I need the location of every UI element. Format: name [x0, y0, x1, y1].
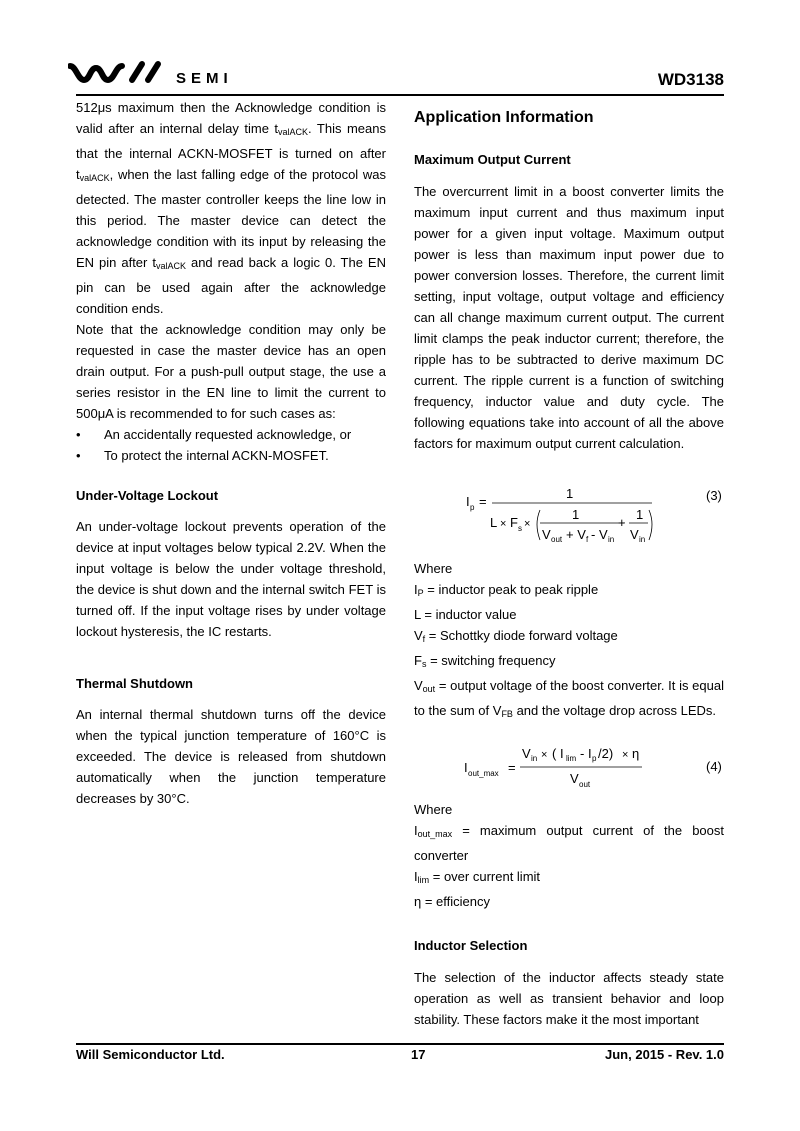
svg-text:=: =: [508, 760, 516, 775]
svg-text:s: s: [518, 524, 522, 533]
svg-text:out: out: [551, 535, 563, 544]
svg-text:V: V: [570, 771, 579, 786]
svg-text:( I: ( I: [552, 746, 564, 761]
subscript: lim: [417, 875, 430, 885]
svg-text:in: in: [608, 535, 615, 544]
uvlo-text: An under-voltage lockout prevents operation of the device at input voltages below typical 2.2V. When the input voltage is below the under voltage threshold, the device is shut down and the internal switch FET is turned off. If the input voltage rises by under voltage lockout hysteresis, the IC restarts.: [76, 519, 386, 639]
document-id: WD3138: [657, 70, 724, 89]
equation-3-number: (3): [706, 488, 722, 503]
svg-text:+: +: [618, 515, 626, 530]
list-item: • To protect the internal ACKN-MOSFET.: [76, 445, 386, 466]
subscript: valACK: [155, 261, 186, 271]
logo-text: SEMI: [176, 70, 233, 87]
subscript: P: [417, 588, 424, 598]
svg-text:lim: lim: [566, 754, 577, 763]
definition-item: $I_{out\_max}$ = maximum output current of the boost converter: [414, 823, 724, 863]
subscript: out: [422, 684, 436, 694]
footer-company: Will Semiconductor Ltd.: [76, 1047, 225, 1062]
svg-text:+ V: + V: [566, 527, 586, 542]
definitions-2: [414, 799, 724, 912]
header-rule: [76, 94, 724, 96]
subscript: out_max: [417, 829, 453, 839]
thermal-section: [76, 673, 386, 809]
svg-text:×: ×: [541, 749, 548, 761]
definition-item: L = inductor value: [414, 607, 517, 622]
svg-text:f: f: [586, 535, 589, 544]
equation-4: [462, 740, 662, 794]
equation-4-graphic: [462, 740, 662, 794]
page-number: 17: [411, 1047, 426, 1062]
svg-text:V: V: [630, 527, 639, 542]
bullet-icon: •: [76, 427, 81, 442]
list-item: • An accidentally requested acknowledge, or: [76, 424, 386, 445]
svg-text:×: ×: [500, 518, 507, 530]
svg-text:1: 1: [636, 507, 644, 522]
bullet-icon: •: [76, 448, 81, 463]
max-current-section: [414, 149, 724, 454]
definition-item: η = efficiency: [414, 894, 491, 909]
svg-text:I: I: [466, 494, 470, 509]
svg-text:L: L: [490, 515, 498, 530]
svg-text:η: η: [632, 746, 640, 761]
svg-text:in: in: [639, 535, 646, 544]
svg-text:out_max: out_max: [468, 769, 499, 778]
inductor-section: [414, 935, 724, 1030]
svg-text:- I: - I: [580, 746, 592, 761]
svg-text:1: 1: [566, 486, 574, 501]
svg-text:1: 1: [572, 507, 580, 522]
section-heading: Under-Voltage Lockout: [76, 488, 219, 503]
subscript: valACK: [278, 127, 309, 137]
definition-item: $I_P$ = inductor peak to peak ripple: [414, 582, 599, 598]
thermal-text: An internal thermal shutdown turns off the device when the typical junction temperature of 160°C is exceeded. The device is released from shutdown automatically when the junction temperature decreases by 30°C.: [76, 707, 386, 806]
will-semi-logo: [68, 58, 268, 92]
where-label: Where: [414, 561, 453, 576]
svg-text:V: V: [542, 527, 551, 542]
ack-paragraph: 512μs maximum then the Acknowledge condition is valid after an internal delay time $t_{valACK}$. This means that the internal ACKN-MOSFET is turned on after $t_{valACK}$, when the last falling edge of the protocol was detected. The master controller keeps the line low in this period. The master device can detect the acknowledge condition with its input by releasing the EN pin after $t_{valACK}$ and read back a logic 0. The EN pin can be used again after the acknowledge condition ends.: [76, 100, 386, 316]
equation-4-number: (4): [706, 759, 722, 774]
section-heading: Maximum Output Current: [414, 152, 571, 167]
subscript: FB: [501, 709, 513, 719]
subscript: s: [421, 659, 427, 669]
svg-text:F: F: [510, 515, 518, 530]
bullet-list: [76, 424, 386, 466]
equation-3-graphic: [462, 482, 662, 548]
svg-text:V: V: [522, 746, 531, 761]
section-heading: Thermal Shutdown: [76, 676, 193, 691]
subscript: valACK: [79, 173, 110, 183]
footer-date-revision: Jun, 2015 - Rev. 1.0: [605, 1047, 724, 1062]
definition-item: $V_{out}$ = output voltage of the boost converter. It is equal to the sum of $V_{FB}$ and the voltage drop across LEDs.: [414, 678, 724, 719]
svg-text:=: =: [479, 494, 487, 509]
application-heading: Application Information: [414, 109, 594, 126]
definitions-1: [414, 558, 724, 725]
svg-text:p: p: [470, 503, 475, 512]
max-current-text: The overcurrent limit in a boost converter limits the maximum input current and thus maximum input power for a given input voltage. Maximum output power is less than maximum input power due to power conversion losses. Therefore, the current limit setting, input voltage, output voltage and efficiency can all change maximum current output. The current limit clamps the peak inductor current; therefore, the ripple has to be subtracted to derive maximum DC current. The ripple current is a function of switching frequency, inductor value and duty cycle. The following equations take into account of all the above factors for maximum output current calculation.: [414, 184, 724, 451]
section-heading: Inductor Selection: [414, 938, 528, 953]
svg-text:/2): /2): [598, 746, 614, 761]
definition-item: $V_f$ = Schottky diode forward voltage: [414, 628, 618, 644]
svg-text:×: ×: [524, 518, 531, 530]
svg-text:p: p: [592, 754, 597, 763]
definition-item: $F_s$ = switching frequency: [414, 653, 556, 669]
inductor-text: The selection of the inductor affects steady state operation as well as transient behavior and loop stability. These factors make it the most important: [414, 970, 724, 1027]
equation-3: [462, 482, 662, 548]
subscript: f: [422, 634, 426, 644]
svg-text:- V: - V: [591, 527, 608, 542]
footer-rule: [76, 1043, 724, 1045]
note-paragraph: Note that the acknowledge condition may only be requested in case the master device has an open drain output. For a push-pull output stage, the use a series resistor in the EN line to limit the current to 500μA is recommended to for such cases as:: [76, 322, 386, 421]
svg-text:×: ×: [622, 749, 629, 761]
definition-item: $I_{lim}$ = over current limit: [414, 869, 541, 885]
svg-text:out: out: [579, 780, 591, 789]
svg-text:in: in: [531, 754, 538, 763]
svg-text:I: I: [464, 760, 468, 775]
where-label: Where: [414, 802, 453, 817]
left-column: [76, 97, 386, 466]
uvlo-section: [76, 485, 386, 642]
